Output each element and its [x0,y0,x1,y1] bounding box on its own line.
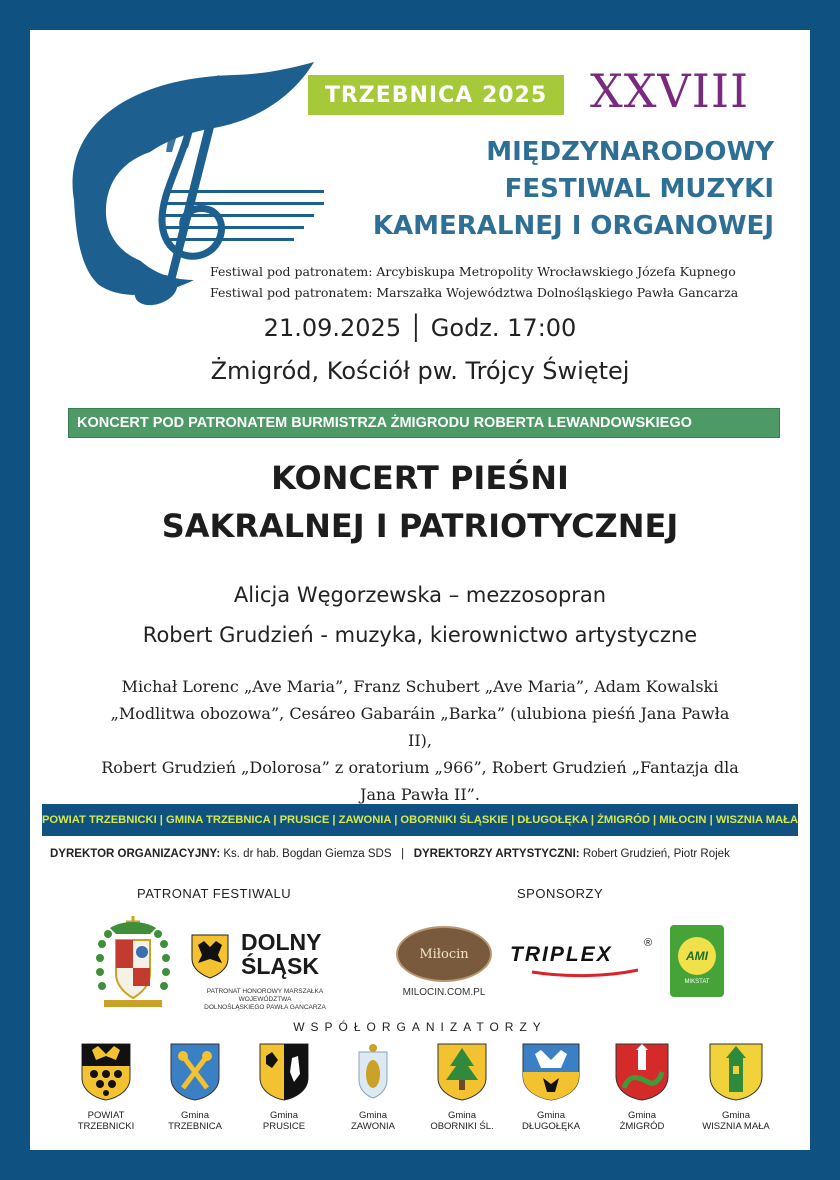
milocin-url: MILOCIN.COM.PL [402,987,486,998]
sponsors-heading: SPONSORZY [517,886,604,901]
ami-sub: MIKSTAT [684,979,710,985]
gmina-zawonia-shield-icon [347,1042,399,1102]
performers [30,575,810,655]
city-year-badge: TRZEBNICA 2025 [308,75,564,115]
art-directors-names: Robert Grudzień, Piotr Rojek [582,848,730,860]
powiat-trzebnicki-shield-icon [80,1042,132,1102]
mayor-patronage-bar [68,408,780,438]
poster [30,30,810,1150]
gmina-prusice-shield-icon [258,1042,310,1102]
coorganizer-gmina-dlugoleka [511,1042,591,1132]
coorganizer-powiat-trzebnicki [66,1042,146,1132]
coorganizer-gmina-zawonia [333,1042,413,1132]
org-director-label: DYREKTOR ORGANIZACYJNY: [50,848,221,860]
dolny-slask-shield-icon [190,933,230,979]
milocin-logo-text: Miłocin [419,946,469,962]
performer: Robert Grudzień - muzyka, kierownictwo artystyczne [142,623,698,647]
patronage-line: Festiwal pod patronatem: Marszałka Województwa Dolnośląskiego Pawła Gancarza [210,285,739,300]
festival-patronage [210,261,790,303]
communes-bar [42,804,798,836]
dolny-line: DOLNY [241,929,322,955]
event-datetime: 21.09.2025 │ Godz. 17:00 [263,314,577,342]
org-director-name: Ks. dr hab. Bogdan Giemza SDS [223,848,392,860]
gmina-oborniki-shield-icon [436,1042,488,1102]
triplex-swoosh-icon [530,968,640,978]
art-directors-label: DYREKTORZY ARTYSTYCZNI: [413,848,580,860]
mayor-patronage-text: KONCERT POD PATRONATEM BURMISTRZA ŻMIGRODU ROBERTA LEWANDOWSKIEGO [77,415,692,431]
coorganizer-gmina-zmigrod [602,1042,682,1132]
archbishop-coat-of-arms-icon [92,914,174,1010]
coorganizer-caption: POWIAT TRZEBNICKI [77,1110,135,1132]
coorganizer-caption: Gmina PRUSICE [262,1110,306,1132]
ami-text: AMI [686,949,708,963]
concert-program [100,673,740,808]
dolny-caption-line: DOLNOŚLĄSKIEGO PAWŁA GANCARZA [204,1004,326,1011]
coorganizer-gmina-prusice [244,1042,324,1132]
coorganizer-gmina-oborniki [422,1042,502,1132]
edition-number: XXVIII [590,64,750,118]
festival-title-line: FESTIWAL MUZYKI [504,174,774,204]
coorganizer-caption: Gmina TRZEBNICA [168,1110,222,1132]
coorganizers-heading: WSPÓŁORGANIZATORZY [293,1020,547,1034]
triplex-registered-mark: ® [644,937,653,949]
directors-separator: | [401,848,405,860]
coorganizer-gmina-wisznia-mala [696,1042,776,1132]
dolny-slask-wordmark [241,930,322,978]
milocin-logo [396,926,492,982]
festival-title [373,134,774,245]
concert-title-line: KONCERT PIEŚNI [271,459,569,497]
program-line: „Modlitwa obozowa”, Cesáreo Gabaráin „Barka” (ulubiona pieśń Jana Pawła II), [110,704,730,750]
coorganizer-caption: Gmina OBORNIKI ŚL. [430,1110,494,1132]
gmina-zmigrod-shield-icon [614,1042,670,1102]
gmina-dlugoleka-shield-icon [521,1042,581,1102]
gmina-trzebnica-shield-icon [169,1042,221,1102]
program-line: Michał Lorenc „Ave Maria”, Franz Schubert „Ave Maria”, Adam Kowalski [121,677,719,696]
event-place: Żmigród, Kościół pw. Trójcy Świętej [210,357,630,385]
coorganizer-gmina-trzebnica [155,1042,235,1132]
coorganizer-caption: Gmina ZAWONIA [351,1110,395,1132]
dolny-slask-caption [190,988,340,1012]
communes-list: POWIAT TRZEBNICKI | GMINA TRZEBNICA | PRUSICE | ZAWONIA | OBORNIKI ŚLĄSKIE | DŁUGOŁĘKA | ŻMIGRÓD | MIŁOCIN | WISZNIA MAŁA [41,814,799,826]
concert-title [30,454,810,550]
program-line: Jana Pawła II”. [360,785,480,804]
directors-line [50,848,730,860]
ami-logo [670,925,724,997]
concert-title-line: SAKRALNEJ I PATRIOTYCZNEJ [161,507,679,545]
program-line: Robert Grudzień „Dolorosa” z oratorium „966”, Robert Grudzień „Fantazja dla [101,758,739,777]
ami-circle-icon [678,937,716,975]
dolny-line: ŚLĄSK [241,953,319,979]
coorganizers-row [66,1042,786,1142]
gmina-wisznia-mala-shield-icon [708,1042,764,1102]
triplex-logo: TRIPLEX [510,943,613,966]
performer: Alicja Węgorzewska – mezzosopran [233,583,607,607]
patronage-heading: PATRONAT FESTIWALU [137,886,292,901]
festival-title-line: KAMERALNEJ I ORGANOWEJ [372,211,774,241]
coorganizer-caption: Gmina ŻMIGRÓD [619,1110,665,1132]
coorganizer-caption: Gmina WISZNIA MAŁA [702,1110,770,1132]
dolny-caption-line: PATRONAT HONOROWY MARSZAŁKA WOJEWÓDZTWA [206,988,324,1003]
patronage-line: Festiwal pod patronatem: Arcybiskupa Metropolity Wrocławskiego Józefa Kupnego [210,264,736,279]
festival-title-line: MIĘDZYNARODOWY [486,137,774,167]
coorganizer-caption: Gmina DŁUGOŁĘKA [521,1110,581,1132]
